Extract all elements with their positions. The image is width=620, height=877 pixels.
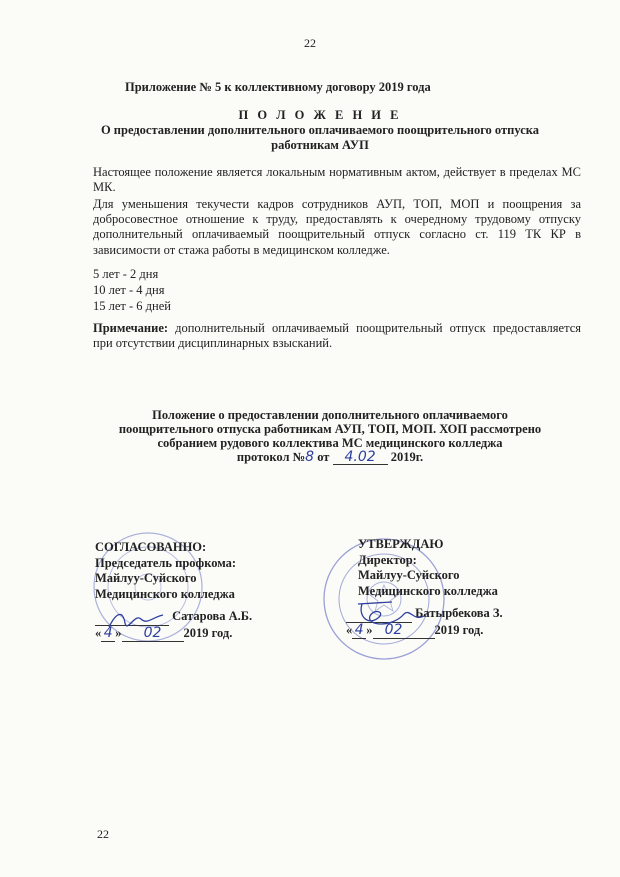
approved-date-day: 4 <box>352 623 366 640</box>
agreed-header: СОГЛАСОВАННО: <box>95 540 207 554</box>
page-number-bottom: 22 <box>97 827 109 841</box>
subtitle-line-1: О предоставлении дополнительного оплачиваемого поощрительного отпуска <box>100 123 540 137</box>
approved-header: УТВЕРЖДАЮ <box>358 537 444 551</box>
leave-schedule <box>93 266 171 314</box>
protocol-line <box>100 450 560 465</box>
document-title: П О Л О Ж Е Н И Е <box>238 108 402 122</box>
subtitle-line-2: работникам АУП <box>271 138 369 152</box>
protocol-number: 8 <box>305 449 315 465</box>
document-subtitle <box>80 123 560 153</box>
agreed-org-line-1: Майлуу-Суйского <box>95 571 197 585</box>
approved-org-line-1: Майлуу-Суйского <box>358 568 460 582</box>
schedule-row: 10 лет - 4 дня <box>93 283 165 297</box>
protocol-year: 2019г. <box>387 450 424 464</box>
agreed-org-line-2: Медицинского колледжа <box>95 586 235 601</box>
approved-date-line: « 4 » 02 2019 год. <box>346 621 484 638</box>
page-number-top: 22 <box>304 36 316 50</box>
paragraph-purpose: Для уменьшения текучести кадров сотрудников АУП, ТОП, МОП и поощрения за добросовестное отношение к труду, предоставлять к очередному трудовому отпуску дополнительный оплачиваемый поощрительный отпуск согласно ст. 119 ТК КР в зависимости от стажа работы в медицинском колледже. <box>93 197 581 257</box>
decision-line-2: поощрительного отпуска работникам АУП, ТОП, МОП. ХОП рассмотрено <box>118 422 542 436</box>
agreed-role: Председатель профкома: <box>95 555 237 570</box>
approved-name: Батырбекова З. <box>415 606 503 620</box>
decision-line-1: Положение о предоставлении дополнительного оплачиваемого <box>152 408 508 422</box>
approved-date-month: 02 <box>373 623 415 640</box>
decision-block <box>100 408 560 465</box>
schedule-row: 15 лет - 6 дней <box>93 299 171 313</box>
note-paragraph <box>93 321 581 351</box>
approved-date-year: 2019 год. <box>434 622 484 637</box>
agreed-name: Сатарова А.Б. <box>172 609 253 623</box>
approved-role: Директор: <box>358 552 417 567</box>
agreed-date-month: 02 <box>122 626 184 643</box>
note-text: дополнительный оплачиваемый поощрительный отпуск предоставляется при отсутствии дисциплинарных взысканий. <box>93 321 581 351</box>
protocol-date: 4.02 <box>333 450 388 465</box>
handwritten-signature-left <box>105 605 175 637</box>
handwritten-signature-right <box>352 596 430 636</box>
approved-org-line-2: Медицинского колледжа <box>358 583 498 598</box>
paragraph-scope: Настоящее положение является локальным нормативным актом, действует в пределах МС МК. <box>93 165 581 195</box>
agreed-date-day: 4 <box>101 626 115 643</box>
decision-line-3: собранием рудового коллектива МС медицинского колледжа <box>157 436 503 450</box>
appendix-heading: Приложение № 5 к коллективному договору 2019 года <box>125 80 431 94</box>
protocol-from: от <box>314 450 333 464</box>
agreed-date-year: 2019 год. <box>183 625 233 640</box>
protocol-prefix: протокол № <box>236 450 306 464</box>
schedule-row: 5 лет - 2 дня <box>93 267 159 281</box>
agreed-date-line: « 4 » 02 2019 год. <box>95 624 233 641</box>
note-label: Примечание: <box>93 321 169 335</box>
